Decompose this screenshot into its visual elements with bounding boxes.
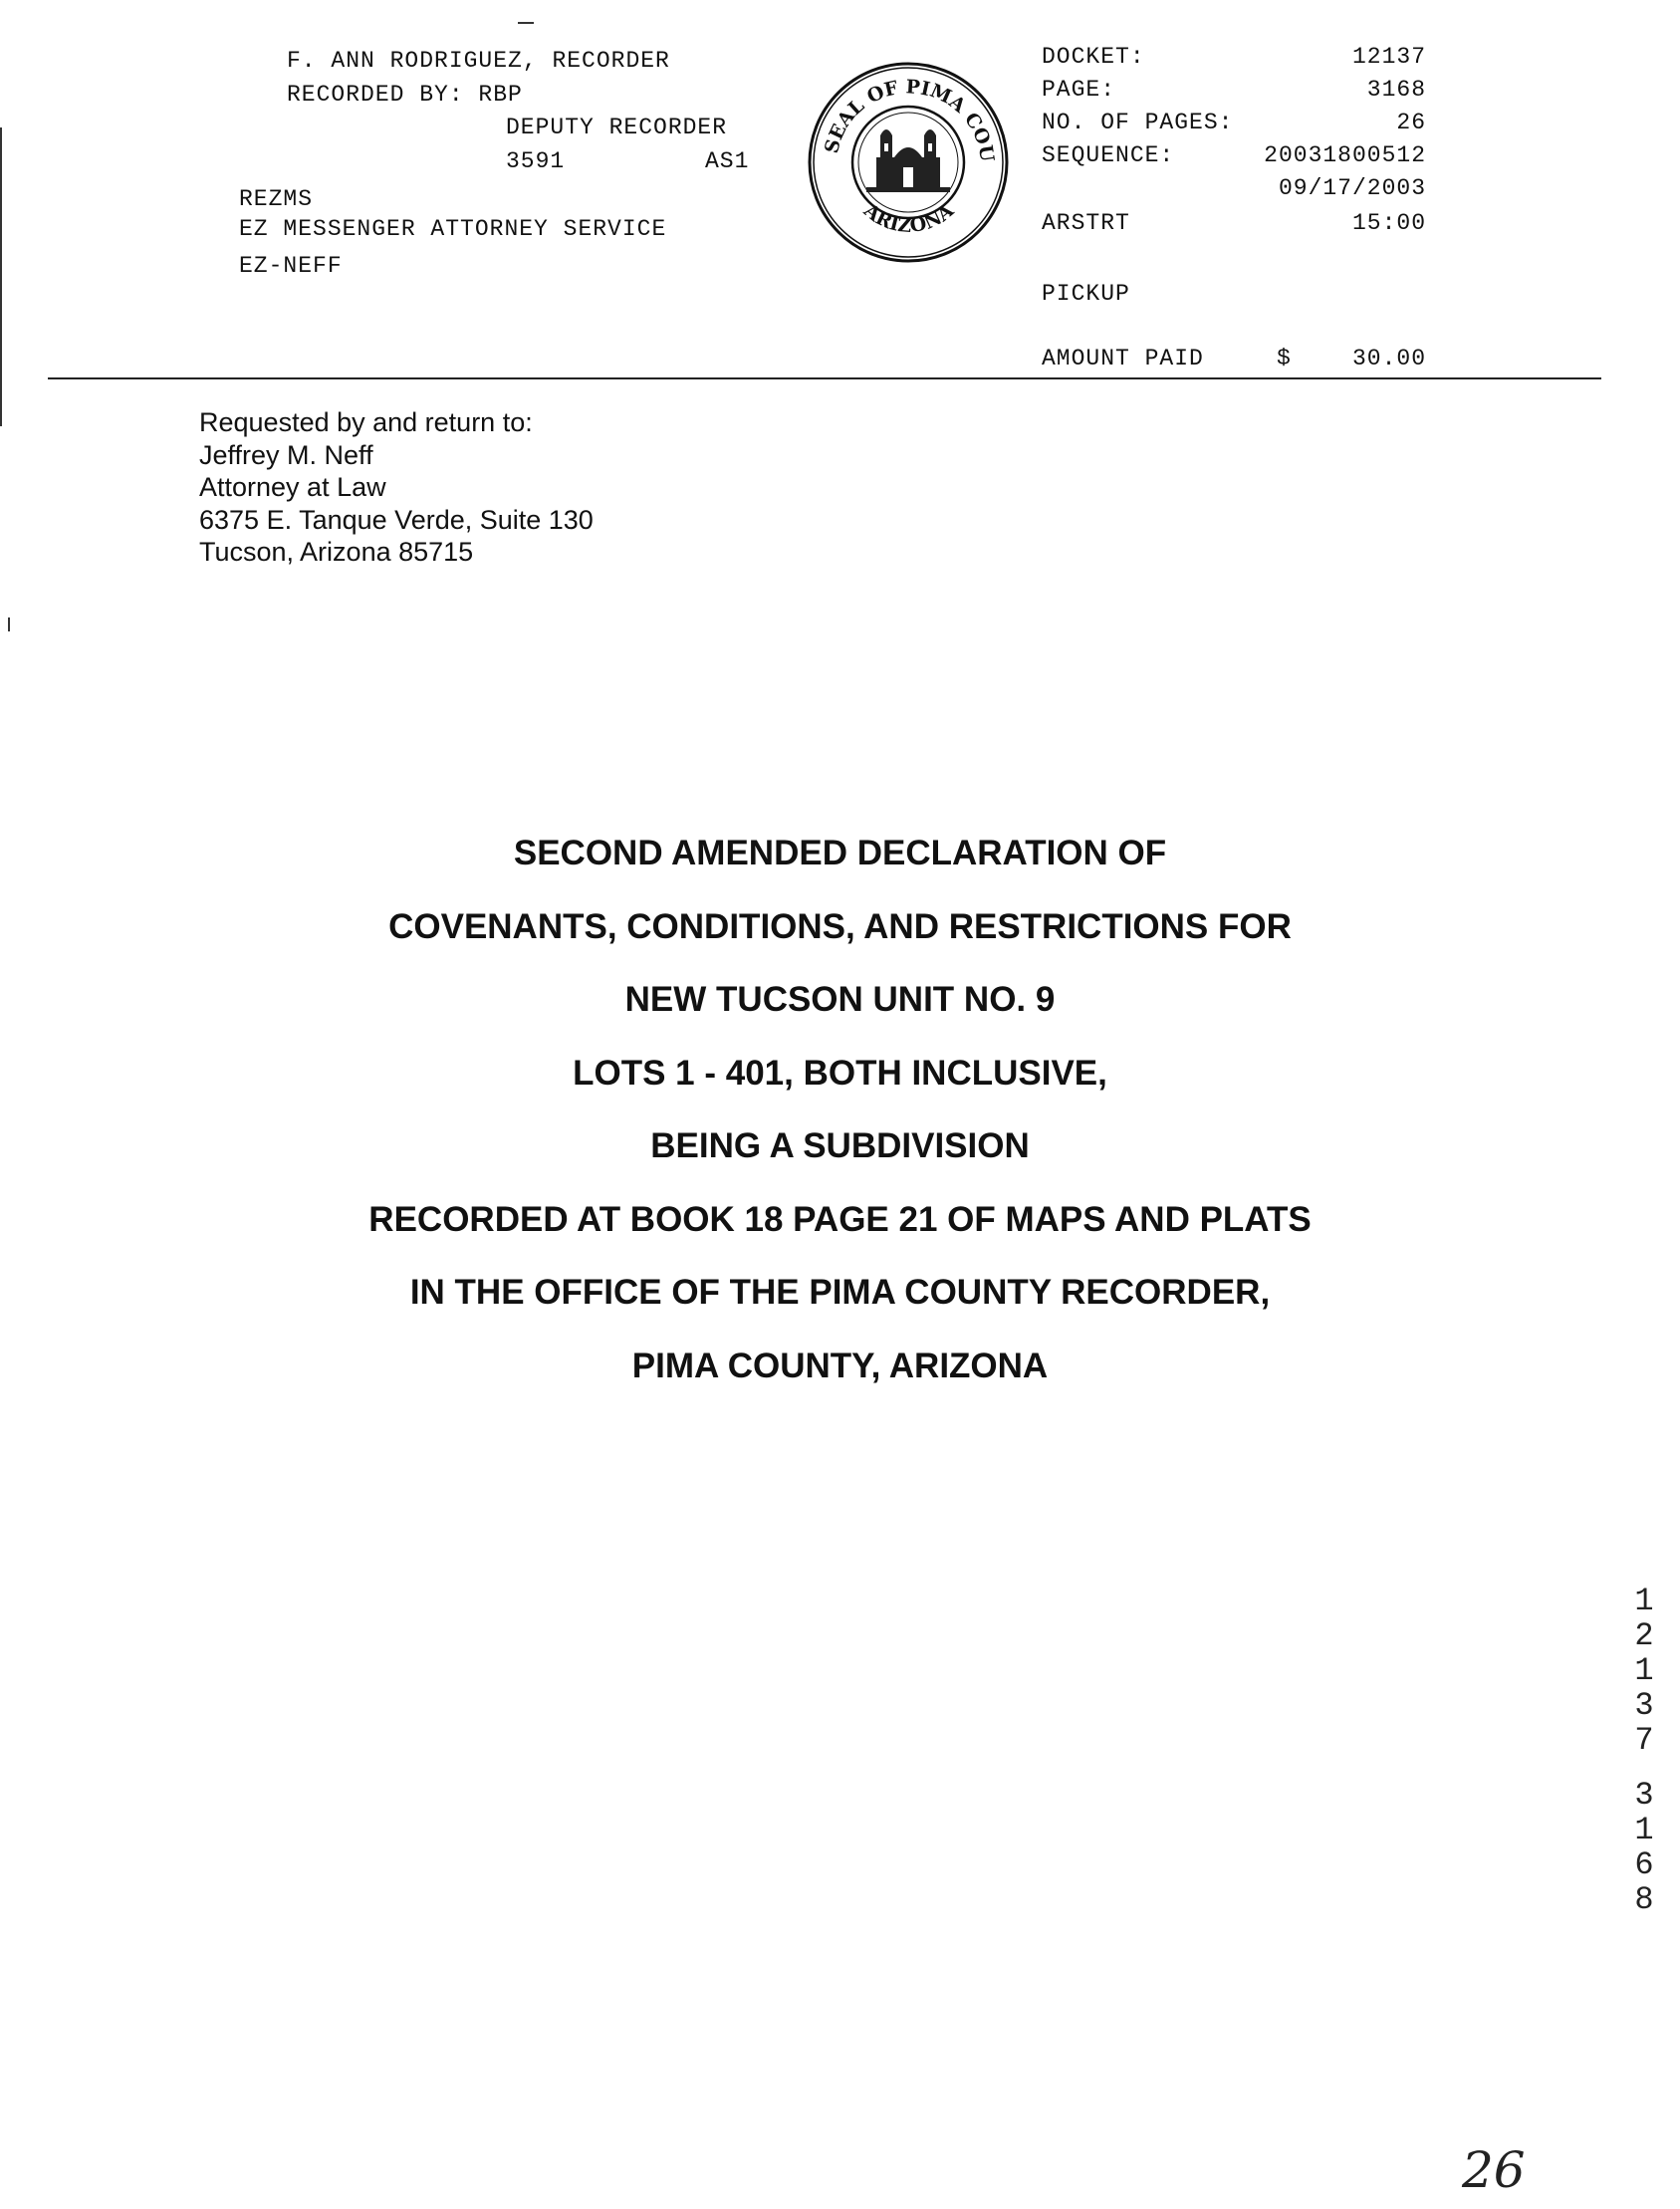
docket-value: 12137 [1351, 44, 1426, 70]
stamp-digit: 3 [1634, 1777, 1654, 1814]
stamp-gap [1629, 1758, 1659, 1778]
title-line: RECORDED AT BOOK 18 PAGE 21 OF MAPS AND PLATS [368, 1199, 1312, 1239]
svg-text:THE SEAL OF PIMA COUNTY [807, 58, 998, 163]
sequence-label: SEQUENCE: [1042, 142, 1175, 168]
stamp-digit: 2 [1634, 1617, 1654, 1654]
title-line: IN THE OFFICE OF THE PIMA COUNTY RECORDER, [409, 1273, 1271, 1312]
page-label: PAGE: [1042, 77, 1116, 103]
title-line: COVENANTS, CONDITIONS, AND RESTRICTIONS FOR [388, 906, 1292, 946]
title-line: SECOND AMENDED DECLARATION OF [513, 834, 1167, 872]
service-ref: EZ-NEFF [239, 253, 343, 279]
return-line: Attorney at Law [199, 472, 386, 502]
return-line: 6375 E. Tanque Verde, Suite 130 [199, 504, 594, 535]
page-value: 3168 [1366, 77, 1426, 103]
title-line: BEING A SUBDIVISION [650, 1126, 1030, 1165]
amount-value: 30.00 [1351, 346, 1426, 371]
delivery-method: PICKUP [1042, 281, 1130, 307]
margin-docket-stamp [1629, 1584, 1659, 1917]
title-line: PIMA COUNTY, ARIZONA [631, 1346, 1049, 1385]
scan-edge-mark [0, 127, 2, 426]
pages-value: 26 [1396, 110, 1426, 135]
seal-top-text: SEAL OF PIMA COU [821, 76, 999, 163]
recorder-name: F. ANN RODRIGUEZ, RECORDER [287, 48, 670, 74]
currency-symbol: $ [1277, 346, 1292, 371]
header-divider [48, 377, 1601, 379]
stamp-digit: 1 [1634, 1812, 1654, 1848]
stamp-digit: 7 [1634, 1722, 1654, 1759]
document-title [0, 817, 1680, 1402]
deputy-id: 3591 [506, 148, 566, 174]
amount-label: AMOUNT PAID [1042, 346, 1204, 371]
docket-label: DOCKET: [1042, 44, 1145, 70]
title-line: NEW TUCSON UNIT NO. 9 [624, 980, 1056, 1019]
service-name: EZ MESSENGER ATTORNEY SERVICE [239, 216, 667, 242]
deputy-recorder: DEPUTY RECORDER [506, 115, 728, 140]
seal-bottom-text: ARIZONA [859, 199, 958, 238]
account-code: REZMS [239, 186, 314, 212]
return-address [199, 406, 594, 569]
stamp-digit: 8 [1634, 1881, 1654, 1918]
handwritten-page-count: 26 [1462, 2141, 1526, 2199]
stamp-digit: 6 [1634, 1846, 1654, 1883]
stamp-digit: 3 [1634, 1687, 1654, 1724]
recorded-by: RECORDED BY: RBP [287, 82, 523, 108]
scan-edge-mark [8, 617, 10, 631]
return-line: Requested by and return to: [199, 407, 533, 437]
recording-date: 09/17/2003 [1278, 175, 1426, 201]
recording-time: 15:00 [1351, 210, 1426, 236]
county-seal-icon [807, 58, 1011, 267]
stamp-digit: 1 [1634, 1583, 1654, 1619]
return-line: Tucson, Arizona 85715 [199, 537, 474, 567]
svg-text:ARIZONA [858, 199, 958, 237]
return-line: Jeffrey M. Neff [199, 439, 373, 470]
deputy-code: AS1 [705, 148, 750, 174]
document-type: ARSTRT [1042, 210, 1130, 236]
sequence-value: 20031800512 [1264, 142, 1426, 168]
title-line: LOTS 1 - 401, BOTH INCLUSIVE, [573, 1053, 1107, 1093]
scan-edge-mark [518, 22, 534, 24]
stamp-digit: 1 [1634, 1652, 1654, 1689]
pages-label: NO. OF PAGES: [1042, 110, 1234, 135]
